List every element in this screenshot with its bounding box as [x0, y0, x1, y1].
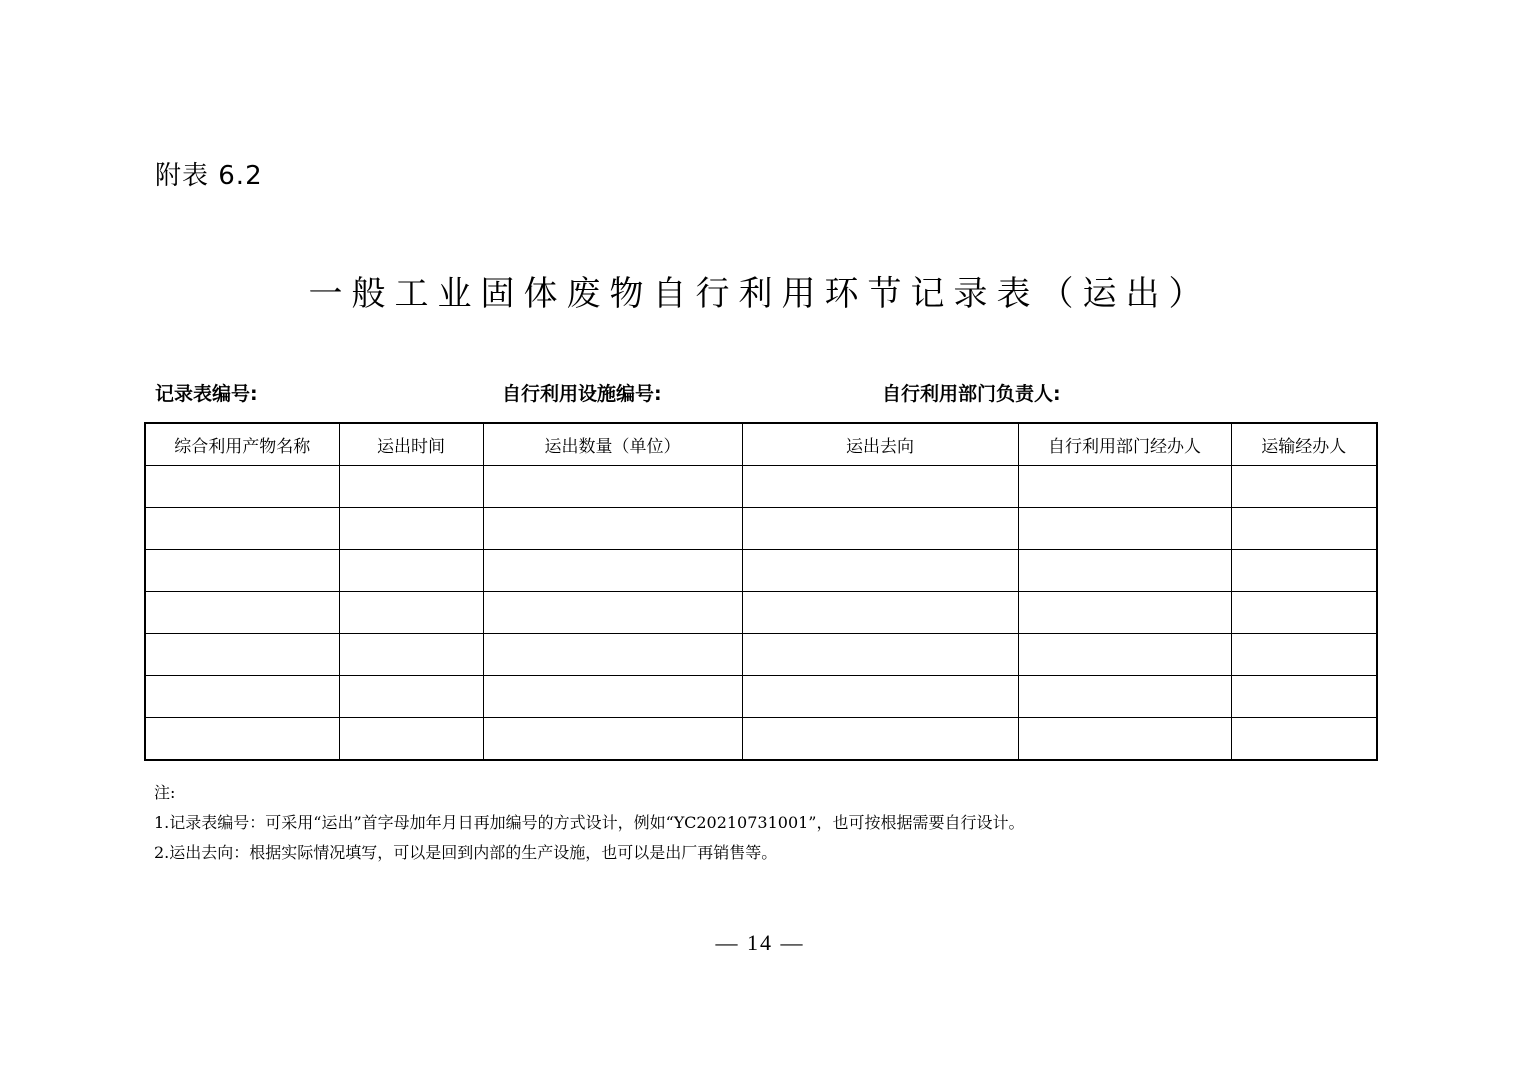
table-row	[145, 634, 1377, 676]
table-row	[145, 466, 1377, 508]
table-cell[interactable]	[145, 466, 339, 508]
table-cell[interactable]	[1018, 718, 1231, 761]
table-cell[interactable]	[742, 508, 1018, 550]
facility-number-label: 自行利用设施编号:	[502, 383, 662, 405]
table-cell[interactable]	[1231, 718, 1377, 761]
table-cell[interactable]	[145, 592, 339, 634]
table-header-row	[145, 423, 1377, 466]
table-cell[interactable]	[1018, 634, 1231, 676]
table-cell[interactable]	[483, 466, 742, 508]
table-cell[interactable]	[339, 550, 483, 592]
header-transport-handler: 运输经办人	[1231, 423, 1377, 466]
table-cell[interactable]	[742, 634, 1018, 676]
header-ship-quantity: 运出数量（单位）	[483, 423, 742, 466]
header-ship-time: 运出时间	[339, 423, 483, 466]
table-cell[interactable]	[742, 466, 1018, 508]
header-product-name: 综合利用产物名称	[145, 423, 339, 466]
table-body	[145, 466, 1377, 761]
table-cell[interactable]	[483, 508, 742, 550]
record-number-label: 记录表编号:	[155, 383, 258, 405]
record-table	[144, 422, 1378, 761]
table-cell[interactable]	[1018, 676, 1231, 718]
meta-fields-row	[155, 379, 1377, 407]
page-number: — 14 —	[715, 930, 805, 955]
document-title: 一般工业固体废物自行利用环节记录表（运出）	[308, 274, 1212, 314]
table-cell[interactable]	[1018, 508, 1231, 550]
table-cell[interactable]	[742, 550, 1018, 592]
table-row	[145, 718, 1377, 761]
table-cell[interactable]	[483, 718, 742, 761]
table-cell[interactable]	[1018, 550, 1231, 592]
table-cell[interactable]	[339, 718, 483, 761]
table-cell[interactable]	[145, 550, 339, 592]
table-cell[interactable]	[339, 676, 483, 718]
table-cell[interactable]	[145, 718, 339, 761]
table-cell[interactable]	[483, 676, 742, 718]
table-cell[interactable]	[339, 508, 483, 550]
header-department-handler: 自行利用部门经办人	[1018, 423, 1231, 466]
table-cell[interactable]	[1231, 676, 1377, 718]
table-cell[interactable]	[339, 592, 483, 634]
table-cell[interactable]	[1231, 466, 1377, 508]
table-cell[interactable]	[483, 592, 742, 634]
table-cell[interactable]	[339, 634, 483, 676]
table-cell[interactable]	[339, 466, 483, 508]
table-cell[interactable]	[742, 592, 1018, 634]
table-cell[interactable]	[1231, 508, 1377, 550]
header-destination: 运出去向	[742, 423, 1018, 466]
table-cell[interactable]	[1018, 466, 1231, 508]
table-cell[interactable]	[1231, 550, 1377, 592]
appendix-label: 附表 6.2	[155, 161, 263, 191]
table-cell[interactable]	[742, 676, 1018, 718]
table-cell[interactable]	[145, 676, 339, 718]
table-row	[145, 508, 1377, 550]
table-cell[interactable]	[742, 718, 1018, 761]
note-item-1: 1.记录表编号：可采用“运出”首字母加年月日再加编号的方式设计，例如“YC20210731001”，也可按根据需要自行设计。	[154, 813, 1025, 832]
table-cell[interactable]	[483, 634, 742, 676]
table-row	[145, 592, 1377, 634]
notes-heading: 注:	[154, 783, 176, 802]
table-cell[interactable]	[1018, 592, 1231, 634]
table-cell[interactable]	[145, 634, 339, 676]
table-cell[interactable]	[1231, 634, 1377, 676]
department-head-label: 自行利用部门负责人:	[882, 383, 1061, 405]
table-row	[145, 550, 1377, 592]
table-cell[interactable]	[483, 550, 742, 592]
table-cell[interactable]	[1231, 592, 1377, 634]
table-row	[145, 676, 1377, 718]
notes-section	[154, 778, 1025, 868]
note-item-2: 2.运出去向：根据实际情况填写，可以是回到内部的生产设施，也可以是出厂再销售等。	[154, 843, 778, 862]
table-cell[interactable]	[145, 508, 339, 550]
